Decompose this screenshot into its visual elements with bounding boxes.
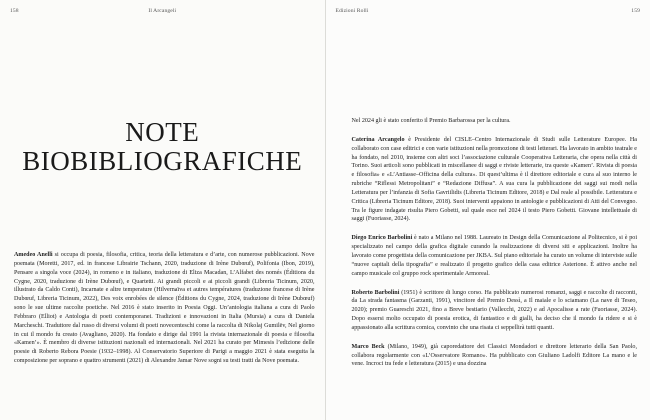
bio-entry-barbolini-roberto: [352, 289, 638, 333]
bio-text: è Presidente del CISLE–Centro Internazionale di Studi sulle Letterature Europee. Ha collaborato con case editrici e con varie istituzioni nella promozione di testi letterari. Ha lavorato in ambito teatrale e ha fondato, nel 2010, insieme con altri soci l’associazione culturale Cooperativa Letteraria, che opera nella città di Torino. Suoi articoli sono pubblicati in miscellanee di saggi e riviste letterarie, tra queste «Kamen’. Rivista di poesia e filosofia» e «L’Antiasse–Officina della cultura». Di quest’ultima è il direttore editoriale e cura al suo interno le rubriche “Riflessi Metropolitani” e “Redazione Diffusa”. A sua cura la pubblicazione dei saggi sui modi nella Letteratura per l’infanzia di Sofia Gavriilidis (Libreria Ticinum Editore, 2018) e Dal reale al possibile. Letteratura e Critica (Libreria Ticinum Editore, 2018). Suoi interventi appaiono in antologie e pubblicazioni di Atti del Convegno. Tra le figure indagate risulta Piero Gobetti, sul quale esce nel 2024 il testo Piero Gobetti. Giovane intellettuale di saggi (Fuoriasse, 2024).: [351, 136, 637, 223]
bio-continuation: Nel 2024 gli è stato conferito il Premio Barbarossa per la cultura.: [351, 118, 511, 124]
bio-name: Caterina Arcangelo: [351, 136, 405, 143]
left-page-number: 158: [10, 8, 19, 14]
bio-text: (Milano, 1949), già caporedattore dei Classici Mondadori e direttore letterario della San Paolo, collabora regolarmente con «L’Osservatore Romano». Ha pubblicato con Giuliano Ladolfi Editore La mano e le vene. Incroci tra fede e letteratura (2015) e una dozzina: [351, 343, 637, 368]
bio-name: Marco Beck: [351, 343, 385, 350]
left-body-text: [14, 251, 315, 366]
bio-name: Roberto Barbolini: [351, 289, 400, 296]
right-page-number: 159: [631, 8, 640, 14]
section-title: [0, 118, 325, 176]
bio-text: si occupa di poesia, filosofia, critica, teoria della letteratura e d’arte, con numerose pubblicazioni. Nove poemata (Moretti, 2017, ed. in francese Librairie Tschann, 2020, traduzione di Irène Dubœuf), Polifonia (Ibon, 2019), Pensare a singola voce (2024), in romeno e in italiano, traduzione di Eliza Macadan, L’Alfabet des només (Éditions du Cygne, 2020, traduzione di Irène Dubœuf), e Quartetti. Ai grandi piccoli e ai piccoli grandi (Libreria Ticinum, 2020, illustrato da Caldo Conti), Incarnate e altre temperature (Hilvernaïva et autres températures (traduzione francese di Irène Dubœuf, Libreria Ticinum, 2022), Des voix enrobées de silence (Éditions du Cygne, 2024, traduzione di Irène Dubœuf) sono le sue ultime raccolte poetiche. Nel 2016 è stato inserito in Poesia Oggi. Un’antologia italiana a cura di Paolo Febbraro (Elliot) e Antologia di poeti contemporanei. Tradizioni e innovazioni in Italia (Mursia) a cura di Daniela Marcheschi. Traduttore dal russo di diversi volumi di poeti novecenteschi come la raccolta di Nikolaj Gumilëv, Nel giorno in cui il mondo fu creato (Avagliano, 2020). Ha fondato e dirige dal 1991 la rivista internazionale di poesia e filosofia «Kamen’». È membro di diverse istituzioni nazionali ed internazionali. Nel 2021 ha curato per Mimesis l’edizione delle poesie di Roberto Rebora Poesie (1932–1998). Al Conservatorio Superiore di Parigi a maggio 2021 è stata eseguita la composizione per soprano e quattro strumenti (2021) di Alexandre Jamar Nove sogni su testi tratti da Nove poemata.: [14, 252, 315, 365]
bio-entry-arcangelo: [352, 136, 638, 224]
right-running-header: [326, 8, 650, 14]
bio-name: Amedeo Anelli: [14, 252, 53, 258]
bio-text: è nato a Milano nel 1988. Laureato in Design della Comunicazione al Politecnico, si è poi specializzato nel campo della grafica digitale curando la realizzazione di diversi siti e applicazioni. Inoltre ha lavorato come progettista della comunicazione per JKBA. Sul piano editoriale ha curato un volume di interviste sulle “nuove capitali della tipografia” e realizzato il progetto grafico della casa editrice Asterione. È attivo anche nel campo musicale col gruppo rock sperimentale Armoreal.: [351, 235, 638, 277]
section-title-line1: NOTE: [125, 117, 200, 147]
right-page: [326, 0, 650, 420]
left-running-head: Il Arcangeli: [148, 8, 177, 14]
right-running-head: Edizioni Rollì: [335, 8, 369, 14]
bio-text: (1951) è scrittore di lungo corso. Ha pubblicato numerosi romanzi, saggi e raccolte di racconti, da La strada fantasma (Garzanti, 1991), vincitore del Premio Dessì, a Il maiale e lo sciamano (La nave di Teseo, 2020); premio Guareschi 2021, fino a Breve bestiario (Vallecchi, 2022) e ad Apocalisse a rate (Fuoriasse, 2024). Dopo essersi molto occupato di poesia erotica, di fantastico e di gialli, ha deciso che il mondo fa ridere e si è appassionato alla scrittura comica, convinto che una risata ci seppellirà tutti quanti.: [351, 289, 637, 331]
bio-entry-anelli: [14, 251, 315, 366]
bio-name: Diego Enrico Barbolini: [351, 235, 413, 242]
bio-entry-beck: [352, 343, 638, 370]
right-body-text: [352, 117, 638, 379]
bio-entry-barbolini-diego: [352, 234, 638, 278]
left-running-header: [0, 8, 325, 14]
section-title-line2: BIOBIBLIOGRAFICHE: [22, 146, 303, 176]
